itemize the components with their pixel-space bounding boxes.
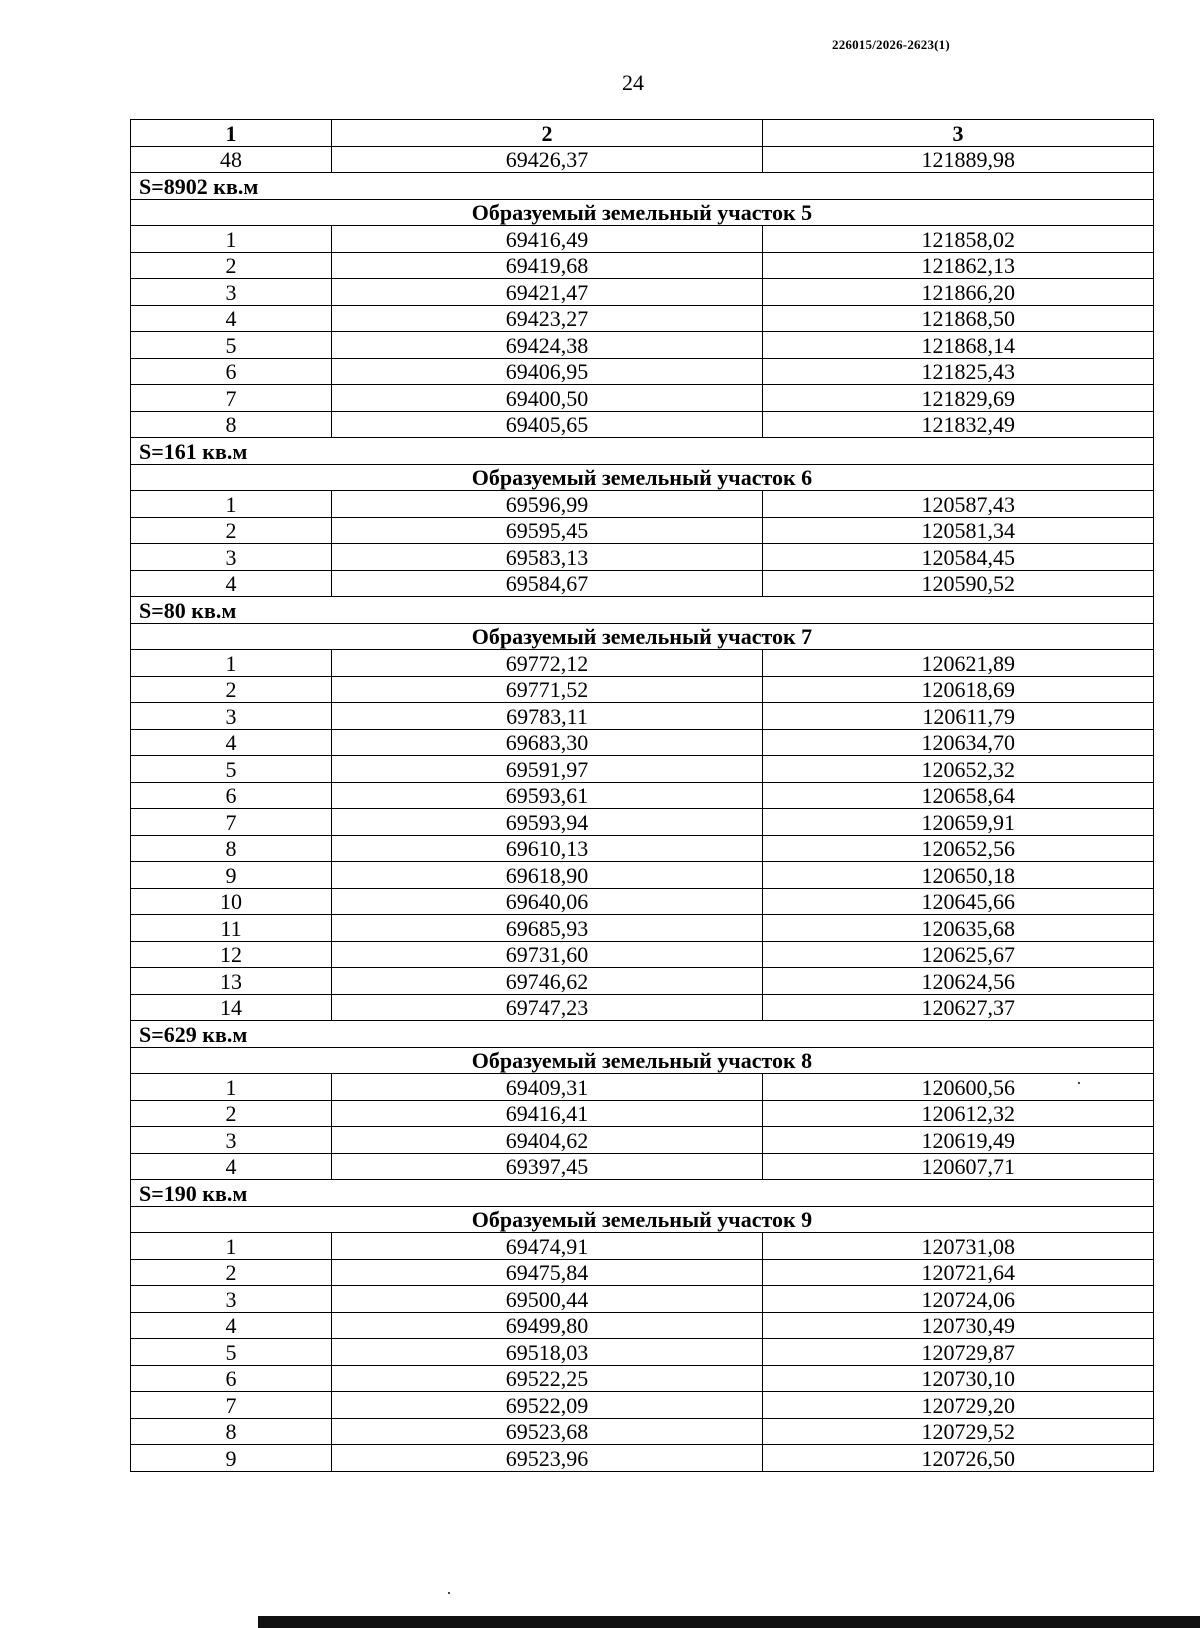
x-coordinate-cell: 69522,09 bbox=[332, 1392, 763, 1419]
point-number-cell: 6 bbox=[131, 782, 332, 809]
point-number-cell: 2 bbox=[131, 676, 332, 703]
point-number-cell: 1 bbox=[131, 491, 332, 518]
table-row bbox=[131, 1127, 1154, 1154]
y-coordinate-cell: 120659,91 bbox=[763, 809, 1154, 836]
table-row bbox=[131, 1312, 1154, 1339]
y-coordinate-cell: 121868,50 bbox=[763, 305, 1154, 332]
y-coordinate-cell: 120600,56 bbox=[763, 1074, 1154, 1101]
x-coordinate-cell: 69475,84 bbox=[332, 1259, 763, 1286]
y-coordinate-cell: 120645,66 bbox=[763, 888, 1154, 915]
x-coordinate-cell: 69419,68 bbox=[332, 252, 763, 279]
y-coordinate-cell: 120584,45 bbox=[763, 544, 1154, 571]
point-number-cell: 14 bbox=[131, 994, 332, 1021]
point-number-cell: 3 bbox=[131, 703, 332, 730]
point-number-cell: 2 bbox=[131, 1259, 332, 1286]
table-row bbox=[131, 279, 1154, 306]
x-coordinate-cell: 69523,96 bbox=[332, 1445, 763, 1472]
area-row bbox=[131, 1180, 1154, 1207]
point-number-cell: 11 bbox=[131, 915, 332, 942]
area-row bbox=[131, 1021, 1154, 1048]
y-coordinate-cell: 120658,64 bbox=[763, 782, 1154, 809]
table-row bbox=[131, 1392, 1154, 1419]
table-row bbox=[131, 968, 1154, 995]
x-coordinate-cell: 69523,68 bbox=[332, 1418, 763, 1445]
y-coordinate-cell: 120618,69 bbox=[763, 676, 1154, 703]
table-row bbox=[131, 756, 1154, 783]
x-coordinate-cell: 69591,97 bbox=[332, 756, 763, 783]
point-number-cell: 2 bbox=[131, 1100, 332, 1127]
x-coordinate-cell: 69618,90 bbox=[332, 862, 763, 889]
parcel-title: Образуемый земельный участок 8 bbox=[131, 1047, 1154, 1074]
y-coordinate-cell: 121858,02 bbox=[763, 226, 1154, 253]
y-coordinate-cell: 120612,32 bbox=[763, 1100, 1154, 1127]
point-number-cell: 7 bbox=[131, 385, 332, 412]
y-coordinate-cell: 120619,49 bbox=[763, 1127, 1154, 1154]
area-label: S=629 кв.м bbox=[131, 1021, 1154, 1048]
y-coordinate-cell: 120726,50 bbox=[763, 1445, 1154, 1472]
x-coordinate-cell: 69518,03 bbox=[332, 1339, 763, 1366]
page-number: 24 bbox=[622, 70, 644, 95]
x-coordinate-cell: 69584,67 bbox=[332, 570, 763, 597]
x-coordinate-cell: 69772,12 bbox=[332, 650, 763, 677]
table-body bbox=[131, 146, 1154, 1471]
point-number-cell: 4 bbox=[131, 305, 332, 332]
scan-edge-bar bbox=[258, 1616, 1200, 1628]
point-number-cell: 5 bbox=[131, 332, 332, 359]
point-number-cell: 13 bbox=[131, 968, 332, 995]
table-row bbox=[131, 1074, 1154, 1101]
parcel-title: Образуемый земельный участок 5 bbox=[131, 199, 1154, 226]
y-coordinate-cell: 121832,49 bbox=[763, 411, 1154, 438]
parcel-title-row bbox=[131, 1047, 1154, 1074]
x-coordinate-cell: 69771,52 bbox=[332, 676, 763, 703]
table-row bbox=[131, 544, 1154, 571]
y-coordinate-cell: 120581,34 bbox=[763, 517, 1154, 544]
y-coordinate-cell: 120621,89 bbox=[763, 650, 1154, 677]
y-coordinate-cell: 120624,56 bbox=[763, 968, 1154, 995]
y-coordinate-cell: 120730,49 bbox=[763, 1312, 1154, 1339]
y-coordinate-cell: 121829,69 bbox=[763, 385, 1154, 412]
table-row bbox=[131, 252, 1154, 279]
x-coordinate-cell: 69596,99 bbox=[332, 491, 763, 518]
y-coordinate-cell: 121862,13 bbox=[763, 252, 1154, 279]
table-row bbox=[131, 1153, 1154, 1180]
y-coordinate-cell: 120721,64 bbox=[763, 1259, 1154, 1286]
y-coordinate-cell: 121868,14 bbox=[763, 332, 1154, 359]
table-row bbox=[131, 385, 1154, 412]
x-coordinate-cell: 69405,65 bbox=[332, 411, 763, 438]
point-number-cell: 6 bbox=[131, 358, 332, 385]
y-coordinate-cell: 121866,20 bbox=[763, 279, 1154, 306]
area-label: S=190 кв.м bbox=[131, 1180, 1154, 1207]
point-number-cell: 3 bbox=[131, 279, 332, 306]
table-row bbox=[131, 1365, 1154, 1392]
point-number-cell: 8 bbox=[131, 1418, 332, 1445]
document-number: 226015/2026-2623(1) bbox=[832, 37, 950, 52]
x-coordinate-cell: 69640,06 bbox=[332, 888, 763, 915]
point-number-cell: 2 bbox=[131, 252, 332, 279]
scan-speck bbox=[448, 1592, 450, 1594]
y-coordinate-cell: 120724,06 bbox=[763, 1286, 1154, 1313]
point-number-cell: 9 bbox=[131, 862, 332, 889]
point-number-cell: 4 bbox=[131, 729, 332, 756]
table-row bbox=[131, 1233, 1154, 1260]
table-row bbox=[131, 676, 1154, 703]
table-row bbox=[131, 1339, 1154, 1366]
table-header-row bbox=[131, 120, 1154, 147]
y-coordinate-cell: 120731,08 bbox=[763, 1233, 1154, 1260]
point-number-cell: 3 bbox=[131, 1127, 332, 1154]
point-number-cell: 1 bbox=[131, 226, 332, 253]
point-number-cell: 1 bbox=[131, 1233, 332, 1260]
x-coordinate-cell: 69522,25 bbox=[332, 1365, 763, 1392]
table-row bbox=[131, 994, 1154, 1021]
y-coordinate-cell: 120625,67 bbox=[763, 941, 1154, 968]
x-coordinate-cell: 69783,11 bbox=[332, 703, 763, 730]
x-coordinate-cell: 69747,23 bbox=[332, 994, 763, 1021]
table-row bbox=[131, 1445, 1154, 1472]
x-coordinate-cell: 69731,60 bbox=[332, 941, 763, 968]
column-header-2: 2 bbox=[332, 120, 763, 147]
y-coordinate-cell: 120607,71 bbox=[763, 1153, 1154, 1180]
x-coordinate-cell: 69685,93 bbox=[332, 915, 763, 942]
point-number-cell: 4 bbox=[131, 1153, 332, 1180]
x-coordinate-cell: 69416,49 bbox=[332, 226, 763, 253]
area-label: S=80 кв.м bbox=[131, 597, 1154, 624]
x-coordinate-cell: 69423,27 bbox=[332, 305, 763, 332]
table-row bbox=[131, 915, 1154, 942]
point-number-cell: 4 bbox=[131, 570, 332, 597]
y-coordinate-cell: 120729,20 bbox=[763, 1392, 1154, 1419]
point-number-cell: 5 bbox=[131, 756, 332, 783]
table-row bbox=[131, 1259, 1154, 1286]
y-coordinate-cell: 120730,10 bbox=[763, 1365, 1154, 1392]
y-coordinate-cell: 120611,79 bbox=[763, 703, 1154, 730]
x-coordinate-cell: 69406,95 bbox=[332, 358, 763, 385]
x-coordinate-cell: 69746,62 bbox=[332, 968, 763, 995]
table-row bbox=[131, 650, 1154, 677]
point-number-cell: 6 bbox=[131, 1365, 332, 1392]
x-coordinate-cell: 69426,37 bbox=[332, 146, 763, 173]
table-row bbox=[131, 782, 1154, 809]
table-row bbox=[131, 332, 1154, 359]
x-coordinate-cell: 69474,91 bbox=[332, 1233, 763, 1260]
x-coordinate-cell: 69583,13 bbox=[332, 544, 763, 571]
parcel-title-row bbox=[131, 464, 1154, 491]
coordinates-table bbox=[130, 119, 1154, 1472]
y-coordinate-cell: 120650,18 bbox=[763, 862, 1154, 889]
table-row bbox=[131, 411, 1154, 438]
table-row bbox=[131, 491, 1154, 518]
x-coordinate-cell: 69500,44 bbox=[332, 1286, 763, 1313]
table-row bbox=[131, 888, 1154, 915]
table-row bbox=[131, 1286, 1154, 1313]
parcel-title: Образуемый земельный участок 6 bbox=[131, 464, 1154, 491]
table-row bbox=[131, 835, 1154, 862]
point-number-cell: 2 bbox=[131, 517, 332, 544]
y-coordinate-cell: 120652,56 bbox=[763, 835, 1154, 862]
x-coordinate-cell: 69499,80 bbox=[332, 1312, 763, 1339]
area-row bbox=[131, 597, 1154, 624]
y-coordinate-cell: 120635,68 bbox=[763, 915, 1154, 942]
y-coordinate-cell: 121825,43 bbox=[763, 358, 1154, 385]
point-number-cell: 3 bbox=[131, 1286, 332, 1313]
parcel-title: Образуемый земельный участок 9 bbox=[131, 1206, 1154, 1233]
x-coordinate-cell: 69424,38 bbox=[332, 332, 763, 359]
point-number-cell: 10 bbox=[131, 888, 332, 915]
table-row bbox=[131, 809, 1154, 836]
parcel-title-row bbox=[131, 623, 1154, 650]
point-number-cell: 7 bbox=[131, 809, 332, 836]
y-coordinate-cell: 120729,52 bbox=[763, 1418, 1154, 1445]
table-row bbox=[131, 941, 1154, 968]
x-coordinate-cell: 69404,62 bbox=[332, 1127, 763, 1154]
x-coordinate-cell: 69400,50 bbox=[332, 385, 763, 412]
x-coordinate-cell: 69593,94 bbox=[332, 809, 763, 836]
point-number-cell: 3 bbox=[131, 544, 332, 571]
y-coordinate-cell: 120627,37 bbox=[763, 994, 1154, 1021]
y-coordinate-cell: 120590,52 bbox=[763, 570, 1154, 597]
table-row bbox=[131, 226, 1154, 253]
table-row bbox=[131, 358, 1154, 385]
x-coordinate-cell: 69409,31 bbox=[332, 1074, 763, 1101]
table-row bbox=[131, 517, 1154, 544]
y-coordinate-cell: 120587,43 bbox=[763, 491, 1154, 518]
x-coordinate-cell: 69683,30 bbox=[332, 729, 763, 756]
table-row bbox=[131, 146, 1154, 173]
point-number-cell: 1 bbox=[131, 650, 332, 677]
table-row bbox=[131, 862, 1154, 889]
point-number-cell: 9 bbox=[131, 1445, 332, 1472]
table-row bbox=[131, 305, 1154, 332]
parcel-title-row bbox=[131, 1206, 1154, 1233]
x-coordinate-cell: 69610,13 bbox=[332, 835, 763, 862]
column-header-1: 1 bbox=[131, 120, 332, 147]
area-label: S=161 кв.м bbox=[131, 438, 1154, 465]
x-coordinate-cell: 69595,45 bbox=[332, 517, 763, 544]
point-number-cell: 1 bbox=[131, 1074, 332, 1101]
table-row bbox=[131, 1100, 1154, 1127]
point-number-cell: 48 bbox=[131, 146, 332, 173]
point-number-cell: 7 bbox=[131, 1392, 332, 1419]
area-label: S=8902 кв.м bbox=[131, 173, 1154, 200]
parcel-title: Образуемый земельный участок 7 bbox=[131, 623, 1154, 650]
scan-speck bbox=[1078, 1082, 1080, 1084]
table-row bbox=[131, 570, 1154, 597]
y-coordinate-cell: 120729,87 bbox=[763, 1339, 1154, 1366]
x-coordinate-cell: 69416,41 bbox=[332, 1100, 763, 1127]
x-coordinate-cell: 69421,47 bbox=[332, 279, 763, 306]
table-row bbox=[131, 729, 1154, 756]
y-coordinate-cell: 121889,98 bbox=[763, 146, 1154, 173]
table-row bbox=[131, 1418, 1154, 1445]
x-coordinate-cell: 69397,45 bbox=[332, 1153, 763, 1180]
point-number-cell: 12 bbox=[131, 941, 332, 968]
point-number-cell: 5 bbox=[131, 1339, 332, 1366]
parcel-title-row bbox=[131, 199, 1154, 226]
point-number-cell: 4 bbox=[131, 1312, 332, 1339]
area-row bbox=[131, 438, 1154, 465]
x-coordinate-cell: 69593,61 bbox=[332, 782, 763, 809]
y-coordinate-cell: 120634,70 bbox=[763, 729, 1154, 756]
y-coordinate-cell: 120652,32 bbox=[763, 756, 1154, 783]
area-row bbox=[131, 173, 1154, 200]
table-row bbox=[131, 703, 1154, 730]
point-number-cell: 8 bbox=[131, 411, 332, 438]
point-number-cell: 8 bbox=[131, 835, 332, 862]
column-header-3: 3 bbox=[763, 120, 1154, 147]
